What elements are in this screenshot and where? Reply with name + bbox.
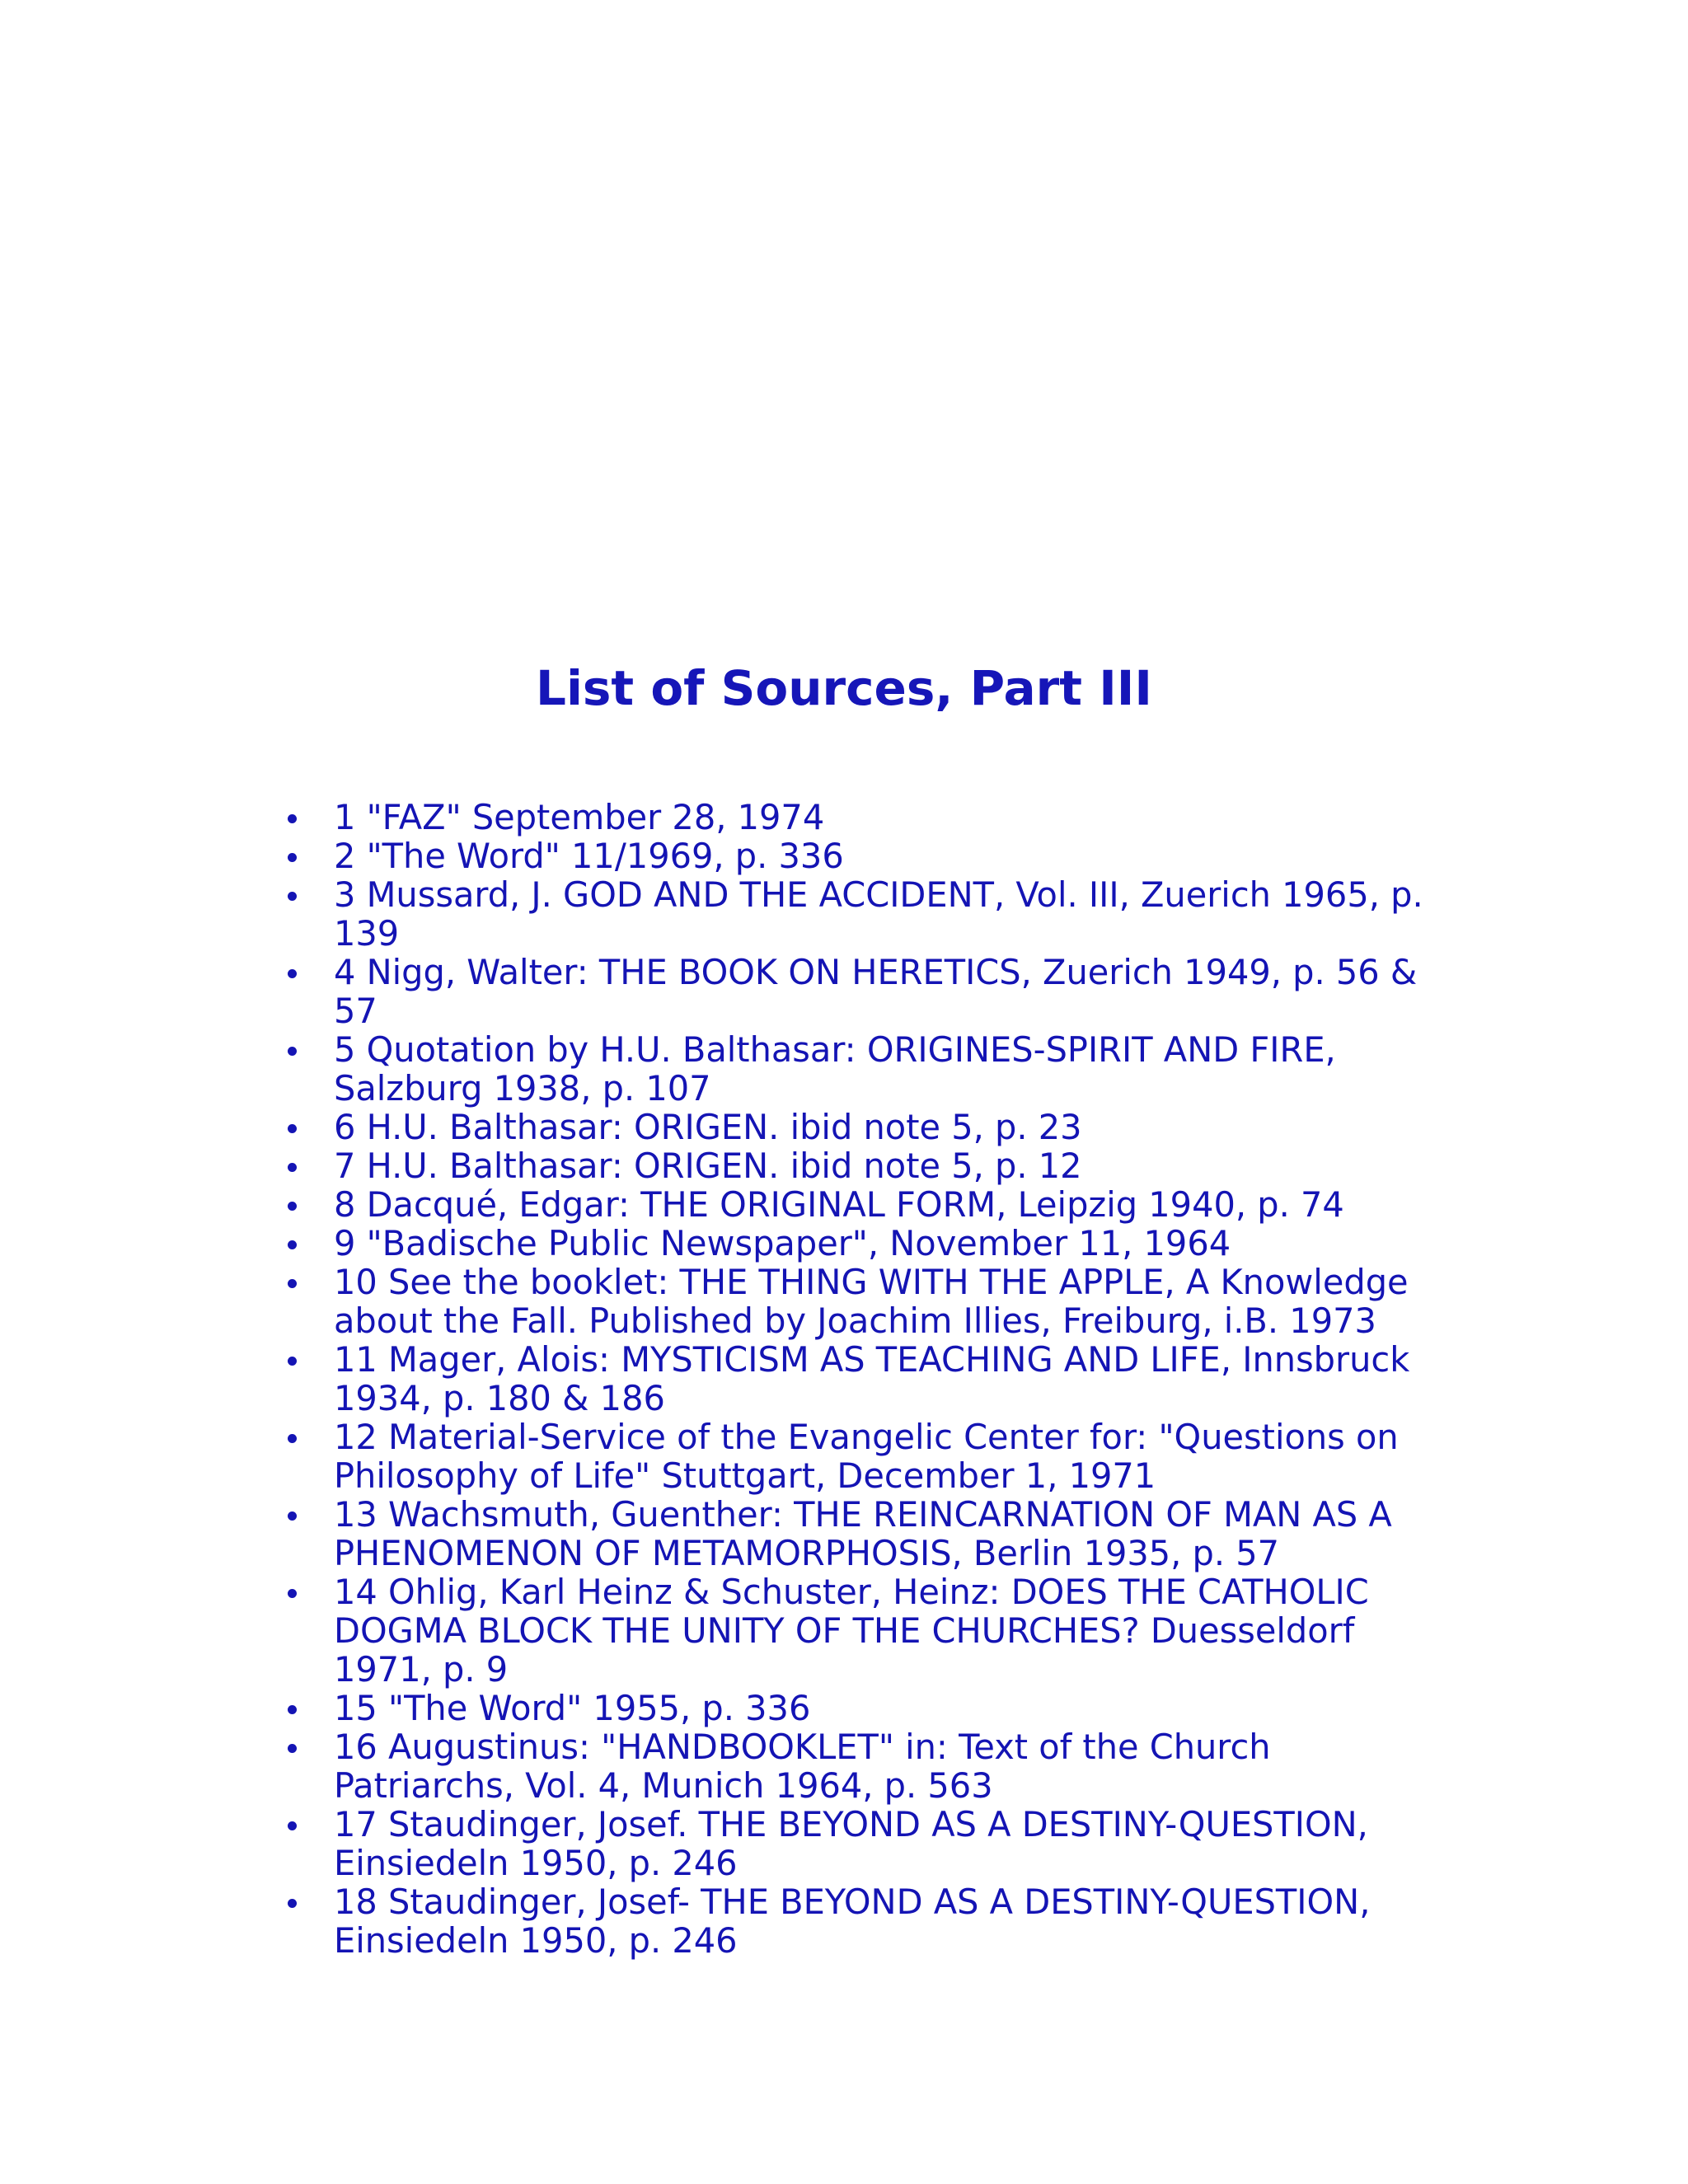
source-item <box>334 1572 1455 1689</box>
source-item <box>334 953 1455 1030</box>
source-text: 8 Dacqué, Edgar: THE ORIGINAL FORM, Leipzig 1940, p. 74 <box>334 1184 1344 1225</box>
bullet-icon <box>288 1279 297 1288</box>
source-text: 2 "The Word" 11/1969, p. 336 <box>334 836 844 876</box>
source-text: 18 Staudinger, Josef- THE BEYOND AS A DESTINY-QUESTION, Einsiedeln 1950, p. 246 <box>334 1882 1371 1961</box>
source-text: 17 Staudinger, Josef. THE BEYOND AS A DESTINY-QUESTION, Einsiedeln 1950, p. 246 <box>334 1804 1368 1883</box>
source-text: 7 H.U. Balthasar: ORIGEN. ibid note 5, p. 12 <box>334 1146 1082 1186</box>
bullet-icon <box>288 1202 297 1211</box>
bullet-icon <box>288 1240 297 1249</box>
source-item <box>334 1224 1455 1263</box>
source-text: 1 "FAZ" September 28, 1974 <box>334 797 825 837</box>
sources-list <box>334 798 1455 1960</box>
bullet-icon <box>288 1434 297 1443</box>
source-item <box>334 1882 1455 1960</box>
page-title: List of Sources, Part III <box>536 660 1152 716</box>
source-item <box>334 837 1455 875</box>
bullet-icon <box>288 1821 297 1830</box>
source-item <box>334 1418 1455 1495</box>
bullet-icon <box>288 1744 297 1753</box>
source-item <box>334 1030 1455 1108</box>
source-text: 3 Mussard, J. GOD AND THE ACCIDENT, Vol. III, Zuerich 1965, p. 139 <box>334 874 1423 954</box>
source-item <box>334 1727 1455 1805</box>
source-item <box>334 1689 1455 1727</box>
bullet-icon <box>288 1511 297 1521</box>
bullet-icon <box>288 1163 297 1172</box>
source-text: 11 Mager, Alois: MYSTICISM AS TEACHING AND LIFE, Innsbruck 1934, p. 180 & 186 <box>334 1339 1410 1418</box>
source-text: 10 See the booklet: THE THING WITH THE APPLE, A Knowledge about the Fall. Published by Joachim Illies, Freiburg, i.B. 1973 <box>334 1262 1409 1341</box>
source-item <box>334 1108 1455 1146</box>
source-item <box>334 875 1455 953</box>
source-item <box>334 1340 1455 1418</box>
source-text: 13 Wachsmuth, Guenther: THE REINCARNATION OF MAN AS A PHENOMENON OF METAMORPHOSIS, Berlin 1935, p. 57 <box>334 1494 1392 1573</box>
source-item <box>334 1805 1455 1882</box>
bullet-icon <box>288 969 297 978</box>
source-text: 6 H.U. Balthasar: ORIGEN. ibid note 5, p. 23 <box>334 1107 1082 1147</box>
bullet-icon <box>288 1705 297 1714</box>
source-item <box>334 798 1455 837</box>
bullet-icon <box>288 1357 297 1366</box>
source-text: 14 Ohlig, Karl Heinz & Schuster, Heinz: DOES THE CATHOLIC DOGMA BLOCK THE UNITY OF THE CHURCHES? Duesseldorf 1971, p. 9 <box>334 1572 1369 1690</box>
source-text: 15 "The Word" 1955, p. 336 <box>334 1688 811 1728</box>
bullet-icon <box>288 1899 297 1908</box>
source-text: 5 Quotation by H.U. Balthasar: ORIGINES-SPIRIT AND FIRE, Salzburg 1938, p. 107 <box>334 1029 1336 1108</box>
source-text: 4 Nigg, Walter: THE BOOK ON HERETICS, Zuerich 1949, p. 56 & 57 <box>334 952 1418 1031</box>
bullet-icon <box>288 853 297 862</box>
bullet-icon <box>288 1589 297 1598</box>
bullet-icon <box>288 814 297 823</box>
bullet-icon <box>288 1047 297 1056</box>
source-item <box>334 1263 1455 1340</box>
bullet-icon <box>288 892 297 901</box>
source-item <box>334 1495 1455 1572</box>
source-text: 9 "Badische Public Newspaper", November 11, 1964 <box>334 1223 1231 1263</box>
source-text: 12 Material-Service of the Evangelic Center for: "Questions on Philosophy of Life" Stuttgart, December 1, 1971 <box>334 1417 1399 1496</box>
bullet-icon <box>288 1124 297 1133</box>
source-text: 16 Augustinus: "HANDBOOKLET" in: Text of the Church Patriarchs, Vol. 4, Munich 1964, p. 563 <box>334 1727 1271 1806</box>
source-item <box>334 1146 1455 1185</box>
source-item <box>334 1185 1455 1224</box>
